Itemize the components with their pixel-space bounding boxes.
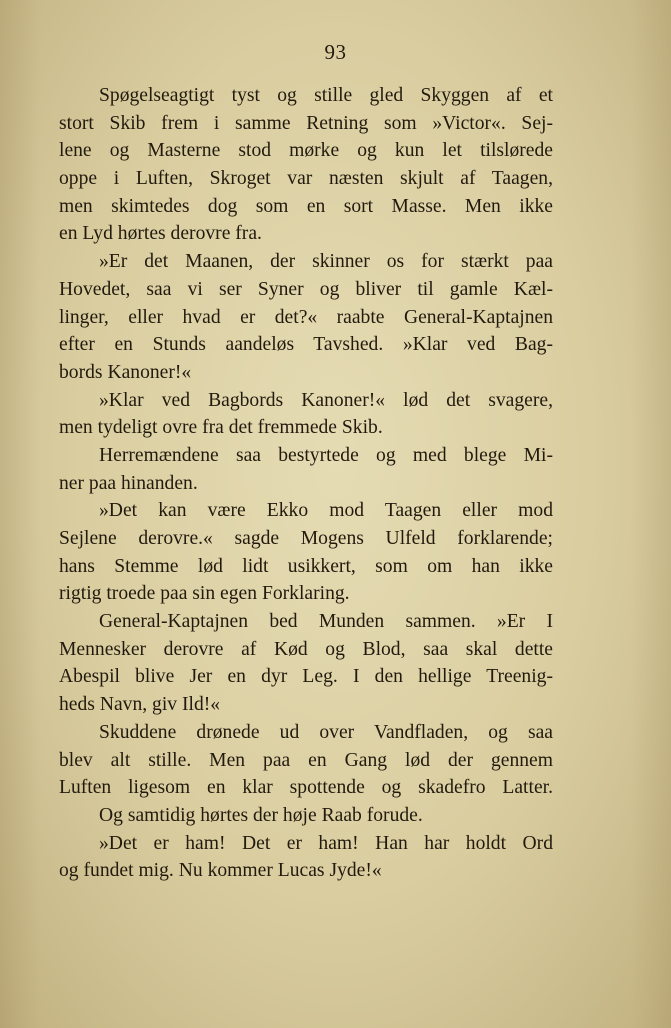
text-line: Herremændene saa bestyrtede og med blege Mi- — [99, 444, 553, 466]
text-line: hans Stemme lød lidt usikkert, som om han ikke — [59, 555, 553, 577]
text-line: men tydeligt ovre fra det fremmede Skib. — [59, 417, 383, 439]
text-line: og fundet mig. Nu kommer Lucas Jyde!« — [59, 860, 382, 882]
text-line: Spøgelseagtigt tyst og stille gled Skyggen af et — [99, 85, 553, 106]
text-line: bords Kanoner!« — [59, 361, 192, 383]
text-line: rigtig troede paa sin egen Forklaring. — [59, 583, 350, 605]
text-line: lene og Masterne stod mørke og kun let tilslørede — [59, 140, 553, 162]
text-line: stort Skib frem i samme Retning som »Victor«. Sej- — [59, 112, 553, 134]
body-text — [59, 82, 553, 885]
text-line: heds Navn, giv Ild!« — [59, 694, 221, 716]
text-line: men skimtedes dog som en sort Masse. Men ikke — [59, 195, 553, 217]
text-line: Mennesker derovre af Kød og Blod, saa skal dette — [59, 638, 553, 660]
text-line: Og samtidig hørtes der høje Raab forude. — [99, 804, 423, 826]
page-number: 93 — [324, 40, 347, 64]
text-line: Abespil blive Jer en dyr Leg. I den hellige Treenig- — [59, 666, 553, 688]
text-line: Luften ligesom en klar spottende og skadefro Latter. — [59, 777, 553, 799]
text-line: en Lyd hørtes derovre fra. — [59, 223, 262, 245]
text-line: oppe i Luften, Skroget var næsten skjult af Taagen, — [59, 168, 553, 190]
text-line: General-Kaptajnen bed Munden sammen. »Er I — [99, 611, 553, 633]
text-line: ner paa hinanden. — [59, 472, 198, 494]
text-line: »Klar ved Bagbords Kanoner!« lød det svagere, — [99, 389, 553, 411]
text-line: linger, eller hvad er det?« raabte General-Kaptajnen — [59, 306, 553, 328]
text-line: »Det er ham! Det er ham! Han har holdt Ord — [99, 832, 553, 854]
text-line: Hovedet, saa vi ser Syner og bliver til gamle Kæl- — [59, 278, 553, 300]
text-line: Sejlene derovre.« sagde Mogens Ulfeld forklarende; — [59, 528, 553, 549]
text-line: blev alt stille. Men paa en Gang lød der gennem — [59, 749, 553, 771]
text-line: Skuddene drønede ud over Vandfladen, og saa — [99, 721, 553, 743]
text-line: »Det kan være Ekko mod Taagen eller mod — [99, 500, 553, 522]
text-line: »Er det Maanen, der skinner os for stærkt paa — [99, 251, 553, 273]
text-line: efter en Stunds aandeløs Tavshed. »Klar ved Bag- — [59, 334, 553, 356]
